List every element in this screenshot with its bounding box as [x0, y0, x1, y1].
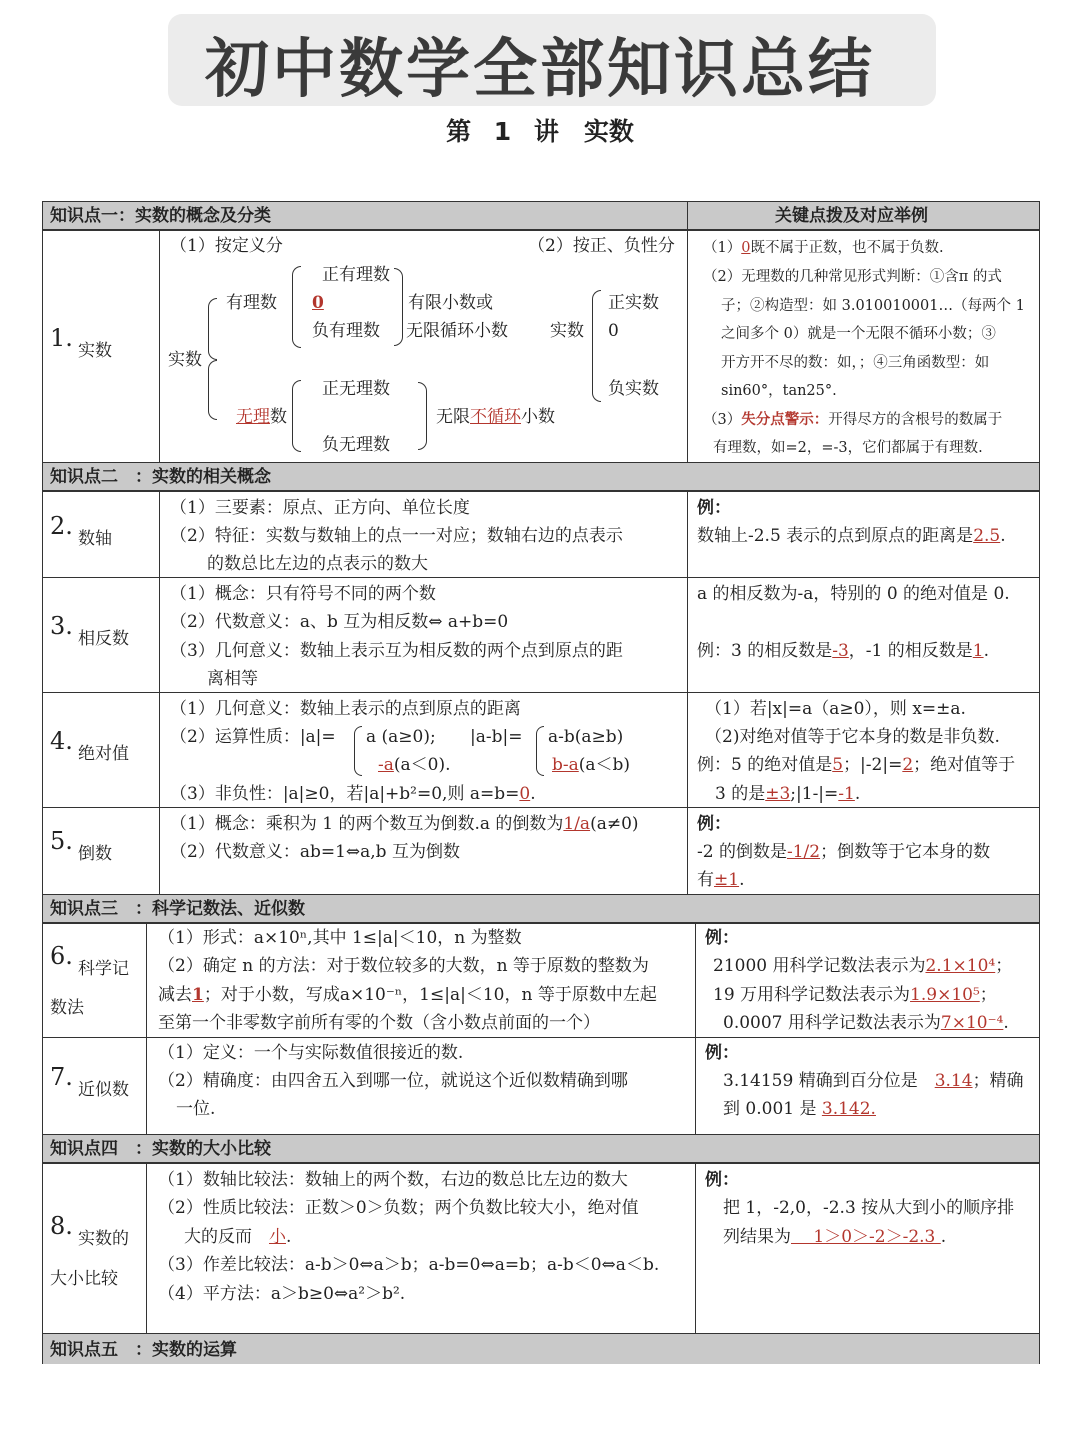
example-text: 把 1，-2,0，-2.3 按从大到小的顺序排 [723, 1198, 1015, 1218]
content-line: （2）代数意义：a、b 互为相反数⇔ a+b=0 [170, 612, 509, 632]
section2-title: 知识点二 ：实数的相关概念 [50, 467, 271, 487]
content-line: 的数总比左边的点表示的数大 [207, 554, 428, 574]
punct: . [940, 1227, 947, 1247]
key-points-title: 关键点拨及对应举例 [775, 206, 928, 226]
answer: 7×10⁻⁴ [940, 1013, 1004, 1033]
content-line: 减去 [158, 985, 192, 1005]
real-label-2: 实数 [550, 321, 584, 341]
negative-rational: 负有理数 [312, 321, 380, 341]
repeating-decimal: 无限循环小数 [406, 321, 508, 341]
example-text: 列结果为 [723, 1227, 791, 1247]
answer: 0 [519, 784, 531, 804]
content-line: （1）定义：一个与实际数值很接近的数. [158, 1043, 464, 1063]
content-line: （1）几何意义：数轴上表示的点到原点的距离 [170, 699, 521, 719]
answer: 1＞0＞-2＞-2.3 [791, 1227, 941, 1247]
answer: -1 [838, 784, 855, 804]
example-text: ，-1 的相反数是 [848, 641, 973, 661]
irrational-suffix: 数 [270, 407, 287, 427]
example-text: （2)对绝对值等于它本身的数是非负数. [705, 727, 1000, 747]
inf-a: 无限 [436, 407, 470, 427]
answer: -1/2 [786, 842, 821, 862]
case-line: (a＜0). [393, 755, 451, 775]
example-text: 0.0007 用科学记数法表示为 [723, 1013, 941, 1033]
example-text: 数轴上-2.5 表示的点到原点的距离是 [697, 526, 974, 546]
negative-irrational: 负无理数 [322, 435, 390, 455]
example-text: 3 的是 [715, 784, 766, 804]
non-repeating-answer: 不循环 [470, 407, 521, 427]
answer: 2 [902, 755, 914, 775]
content-line: （3）几何意义：数轴上表示互为相反数的两个点到原点的距 [170, 641, 623, 661]
example-text: ;|1-|= [790, 784, 839, 804]
brace-real-bottom [208, 360, 217, 420]
content-line: （2）性质比较法：正数＞0＞负数；两个负数比较大小，绝对值 [158, 1198, 639, 1218]
example-text: 例：5 的绝对值是 [697, 755, 833, 775]
punct: . [286, 1227, 292, 1247]
punct: . [1000, 526, 1006, 546]
row-name: 绝对值 [78, 744, 129, 764]
answer: 5 [832, 755, 844, 775]
answer: 1 [192, 985, 204, 1005]
inf-c: 小数 [521, 407, 555, 427]
content-line: （3）非负性：|a|≥0，若|a|+b²=0,则 a=b= [170, 784, 520, 804]
row-number: 4. [50, 727, 73, 755]
content-line: ；对于小数，写成a×10⁻ⁿ，1≤|a|＜10，n 等于原数中左起 [203, 985, 657, 1005]
section4-title: 知识点四 ：实数的大小比较 [50, 1139, 271, 1159]
row-number: 8. [50, 1212, 73, 1240]
row-name: 近似数 [78, 1080, 129, 1100]
row-number: 6. [50, 942, 73, 970]
example-text: 例：3 的相反数是 [697, 641, 833, 661]
example-text: （1）若|x|=a（a≥0），则 x=±a. [705, 699, 966, 719]
row-name: 数轴 [78, 529, 112, 549]
content-line: 一位. [176, 1099, 216, 1119]
answer: 1 [972, 641, 984, 661]
content-line: （2）代数意义：ab=1⇔a,b 互为倒数 [170, 842, 460, 862]
content-line: （2）特征：实数与数轴上的点一一对应；数轴右边的点表示 [170, 526, 623, 546]
content-line: (a≠0) [590, 814, 639, 834]
punct: ； [979, 985, 997, 1005]
r1a: （1） [703, 240, 742, 256]
content-line: 离相等 [207, 669, 258, 689]
answer: 2.5 [973, 526, 1001, 546]
row-name: 相反数 [78, 629, 129, 649]
example-text: 到 0.001 是 [723, 1099, 817, 1119]
example-text: -2 的倒数是 [697, 842, 787, 862]
example-text: 有 [697, 870, 714, 890]
punct: . [530, 784, 536, 804]
row-number: 2. [50, 512, 73, 540]
row-name: 科学记 [78, 959, 129, 979]
r3c: 开得尽方的含根号的数属于 [828, 412, 1003, 428]
positive-real: 正实数 [608, 293, 659, 313]
example-label: 例： [705, 1043, 739, 1063]
brace-abs-diff [536, 726, 544, 776]
answer: 小 [269, 1227, 286, 1247]
rational-label: 有理数 [226, 293, 277, 313]
abs-diff-label: |a-b|= [470, 727, 523, 747]
answer: b-a [552, 755, 579, 775]
brace-irrational-right [418, 382, 427, 450]
row-name: 实数 [78, 341, 112, 361]
content-line: （4）平方法：a＞b≥0⇔a²＞b². [158, 1284, 406, 1304]
row-number: 7. [50, 1063, 73, 1091]
section1-title: 知识点一：实数的概念及分类 [50, 206, 271, 226]
brace-rational-right [394, 268, 403, 346]
content-line: 大的反而 [184, 1227, 252, 1247]
section5-title: 知识点五 ：实数的运算 [50, 1340, 237, 1360]
case-line: a-b(a≥b) [548, 727, 624, 747]
section3-title: 知识点三 ：科学记数法、近似数 [50, 899, 305, 919]
brace-irrational [292, 380, 301, 452]
row-name: 倒数 [78, 844, 112, 864]
example-text: 19 万用科学记数法表示为 [713, 985, 911, 1005]
content-line: 至第一个非零数字前所有零的个数（含小数点前面的一个） [158, 1013, 600, 1033]
positive-rational: 正有理数 [322, 265, 390, 285]
brace-real-top [208, 298, 217, 360]
content-line: （2）运算性质：|a|= [170, 727, 336, 747]
irrational-answer: 无理 [236, 407, 270, 427]
example-label: 例： [705, 1170, 739, 1190]
example-text: ；|-2|= [843, 755, 903, 775]
finite-decimal: 有限小数或 [408, 293, 493, 313]
example-label: 例： [697, 814, 731, 834]
punct: ； [995, 956, 1013, 976]
example-text: ；绝对值等于 [913, 755, 1016, 775]
note-2-line1: （2）无理数的几种常见形式判断：①含π 的式 [703, 269, 1002, 285]
note-2-line2: 子；②构造型：如 3.010010001…（每两个 1 [721, 298, 1025, 314]
brace-rational [292, 266, 301, 348]
answer: 3.142. [821, 1099, 876, 1119]
row-number: 5. [50, 827, 73, 855]
by-definition-label: （1）按定义分 [170, 236, 283, 256]
content-line: （1）形式：a×10ⁿ,其中 1≤|a|＜10，n 为整数 [158, 928, 522, 948]
example-label: 例： [697, 498, 731, 518]
content-line: （1）概念：只有符号不同的两个数 [170, 584, 436, 604]
content-line: （1）数轴比较法：数轴上的两个数，右边的数总比左边的数大 [158, 1170, 628, 1190]
answer: 1/a [563, 814, 591, 834]
answer: 3.14 [934, 1071, 973, 1091]
answer: ±3 [765, 784, 791, 804]
positive-irrational: 正无理数 [322, 379, 390, 399]
answer: -3 [832, 641, 849, 661]
note-3-line2: 有理数，如=2，=-3，它们都属于有理数. [713, 440, 983, 456]
note-2-line4: 开方开不尽的数：如，；④三角函数型：如 [721, 355, 990, 371]
content-line: （3）作差比较法：a-b＞0⇔a＞b；a-b=0⇔a=b；a-b＜0⇔a＜b. [158, 1255, 660, 1275]
note-2-line3: 之间多个 0）就是一个无限不循环小数；③ [721, 326, 996, 342]
example-text: a 的相反数为-a，特别的 0 的绝对值是 0. [697, 584, 1010, 604]
punct: . [983, 641, 989, 661]
row-number: 3. [50, 612, 73, 640]
negative-real: 负实数 [608, 379, 659, 399]
case-line: (a＜b) [578, 755, 631, 775]
brace-abs [354, 726, 362, 776]
note-2-line5: sin60°，tan25°. [721, 383, 837, 399]
example-text: 3.14159 精确到百分位是 [723, 1071, 918, 1091]
answer: -a [378, 755, 394, 775]
case-line: a (a≥0); [366, 727, 436, 747]
answer: 2.1×10⁴ [925, 956, 996, 976]
content-line: （1）概念：乘积为 1 的两个数互为倒数.a 的倒数为 [170, 814, 564, 834]
zero-answer: 0 [312, 293, 324, 313]
example-text: 21000 用科学记数法表示为 [713, 956, 926, 976]
r3a: （3） [703, 412, 742, 428]
example-label: 例： [705, 928, 739, 948]
r1c: 既不属于正数，也不属于负数. [750, 240, 944, 256]
content-line: （1）三要素：原点、正方向、单位长度 [170, 498, 470, 518]
zero-note-answer: 0 [741, 240, 751, 256]
warning-label: 失分点警示： [741, 411, 829, 428]
example-text: ；精确 [972, 1071, 1024, 1091]
answer: 1.9×10⁵ [910, 985, 980, 1005]
row-name: 实数的 [78, 1229, 129, 1249]
punct: . [1003, 1013, 1009, 1033]
example-text: ；倒数等于它本身的数 [820, 842, 991, 862]
row-name: 大小比较 [50, 1269, 118, 1289]
content-line: （2）精确度：由四舍五入到哪一位，就说这个近似数精确到哪 [158, 1071, 628, 1091]
brace-sign [592, 290, 601, 402]
answer: ±1 [714, 870, 740, 890]
punct: . [854, 784, 861, 804]
row-number: 1. [50, 324, 73, 352]
row-name: 数法 [50, 998, 84, 1018]
real-label: 实数 [168, 350, 202, 370]
page-title: 初中数学全部知识总结 [205, 33, 875, 107]
content-line: （2）确定 n 的方法：对于数位较多的大数，n 等于原数的整数为 [158, 956, 649, 976]
zero-real: 0 [608, 321, 619, 341]
punct: . [739, 870, 745, 890]
lecture-title: 第 1 讲 实数 [446, 117, 634, 146]
by-sign-label: （2）按正、负性分 [528, 236, 675, 256]
